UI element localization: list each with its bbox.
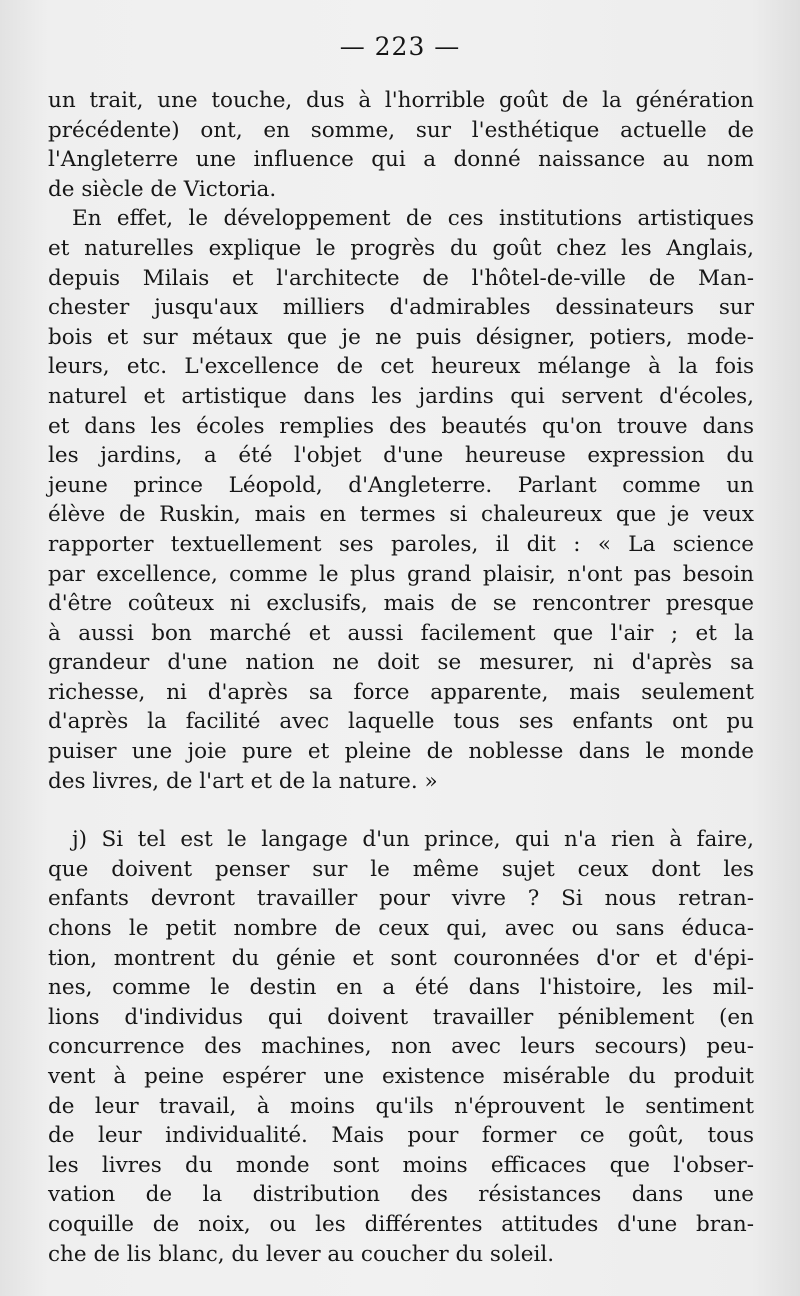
text-line: enfants devront travailler pour vivre ? Si nous retran- [48, 886, 754, 912]
text-line: précédente) ont, en somme, sur l'esthétique actuelle de [48, 117, 754, 143]
text-line: tion, montrent du génie et sont couronnées d'or et d'épi- [48, 945, 754, 971]
paragraph-prince-leopold [48, 204, 754, 796]
text-line: richesse, ni d'après sa force apparente, mais seulement [48, 679, 754, 705]
text-line: En effet, le développement de ces institutions artistiques [72, 206, 754, 232]
text-line: que doivent penser sur le même sujet ceux dont les [48, 856, 754, 882]
text-line: des livres, de l'art et de la nature. » [48, 768, 438, 794]
text-line: et naturelles explique le progrès du goût chez les Anglais, [48, 235, 754, 261]
paragraph-continuation [48, 86, 754, 204]
text-line: j) Si tel est le langage d'un prince, qui n'a rien à faire, [72, 827, 754, 853]
text-line: bois et sur métaux que je ne puis désigner, potiers, mode- [48, 324, 754, 350]
text-line: élève de Ruskin, mais en termes si chaleureux que je veux [48, 502, 754, 528]
text-line: par excellence, comme le plus grand plaisir, n'ont pas besoin [48, 561, 754, 587]
text-line: de siècle de Victoria. [48, 176, 277, 202]
text-line: lions d'individus qui doivent travailler péniblement (en [48, 1004, 754, 1030]
text-line: che de lis blanc, du lever au coucher du soleil. [48, 1241, 555, 1267]
body-text [48, 86, 754, 1269]
text-line: les livres du monde sont moins efficaces que l'obser- [48, 1152, 754, 1178]
text-line: jeune prince Léopold, d'Angleterre. Parlant comme un [48, 472, 754, 498]
text-line: vation de la distribution des résistances dans une [48, 1182, 754, 1208]
text-line: chester jusqu'aux milliers d'admirables dessinateurs sur [48, 295, 754, 321]
text-line: puiser une joie pure et pleine de noblesse dans le monde [48, 739, 754, 765]
text-line: à aussi bon marché et aussi facilement que l'air ; et la [48, 620, 754, 646]
text-line: nes, comme le destin en a été dans l'histoire, les mil- [48, 975, 754, 1001]
text-line: d'être coûteux ni exclusifs, mais de se rencontrer presque [48, 591, 754, 617]
text-line: un trait, une touche, dus à l'horrible goût de la génération [48, 88, 754, 113]
text-line: de leur individualité. Mais pour former ce goût, tous [48, 1123, 754, 1149]
text-line: rapporter textuellement ses paroles, il dit : « La science [48, 531, 754, 557]
page-number: — 223 — [339, 32, 461, 61]
text-line: vent à peine espérer une existence misérable du produit [48, 1064, 754, 1089]
text-line: l'Angleterre une influence qui a donné naissance au nom [48, 147, 754, 173]
paragraph-j [48, 825, 754, 1269]
text-line: et dans les écoles remplies des beautés qu'on trouve dans [48, 413, 754, 439]
text-line: les jardins, a été l'objet d'une heureuse expression du [48, 443, 754, 469]
text-line: depuis Milais et l'architecte de l'hôtel-de-ville de Man- [48, 265, 754, 291]
text-line: leurs, etc. L'excellence de cet heureux mélange à la fois [48, 354, 754, 380]
paragraph-gap [48, 796, 754, 825]
text-line: chons le petit nombre de ceux qui, avec ou sans éduca- [48, 916, 754, 942]
text-line: naturel et artistique dans les jardins qui servent d'écoles, [48, 383, 754, 409]
text-line: grandeur d'une nation ne doit se mesurer, ni d'après sa [48, 650, 754, 676]
text-line: de leur travail, à moins qu'ils n'éprouvent le sentiment [48, 1093, 754, 1119]
text-line: coquille de noix, ou les différentes attitudes d'une bran- [48, 1211, 754, 1237]
text-line: concurrence des machines, non avec leurs secours) peu- [48, 1034, 754, 1060]
text-line: d'après la facilité avec laquelle tous ses enfants ont pu [48, 709, 754, 735]
